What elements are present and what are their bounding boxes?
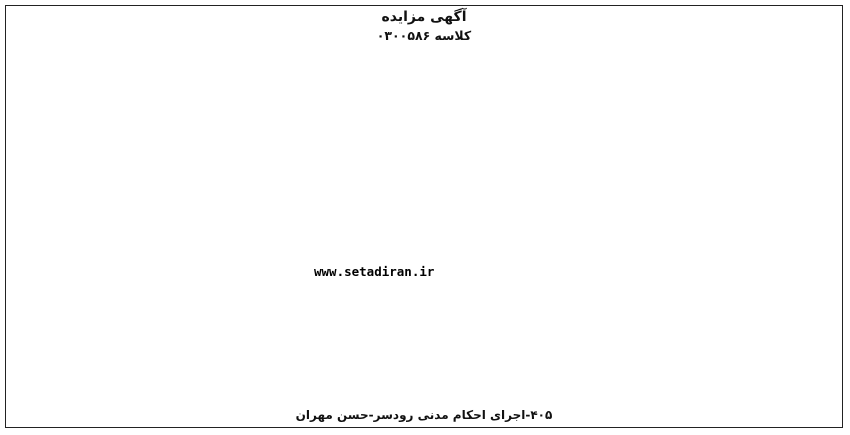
file-number: کلاسه ۰۳۰۰۵۸۶ [376,28,472,43]
website-link[interactable]: www.setadiran.ir [314,264,435,279]
notice-frame [5,5,843,428]
notice-title: آگهی مزایده [381,9,467,25]
notice-header [6,8,842,44]
signature-line: ۴۰۵-اجرای احکام مدنی رودسر-حسن مهران [295,408,553,422]
notice-body [14,48,834,399]
